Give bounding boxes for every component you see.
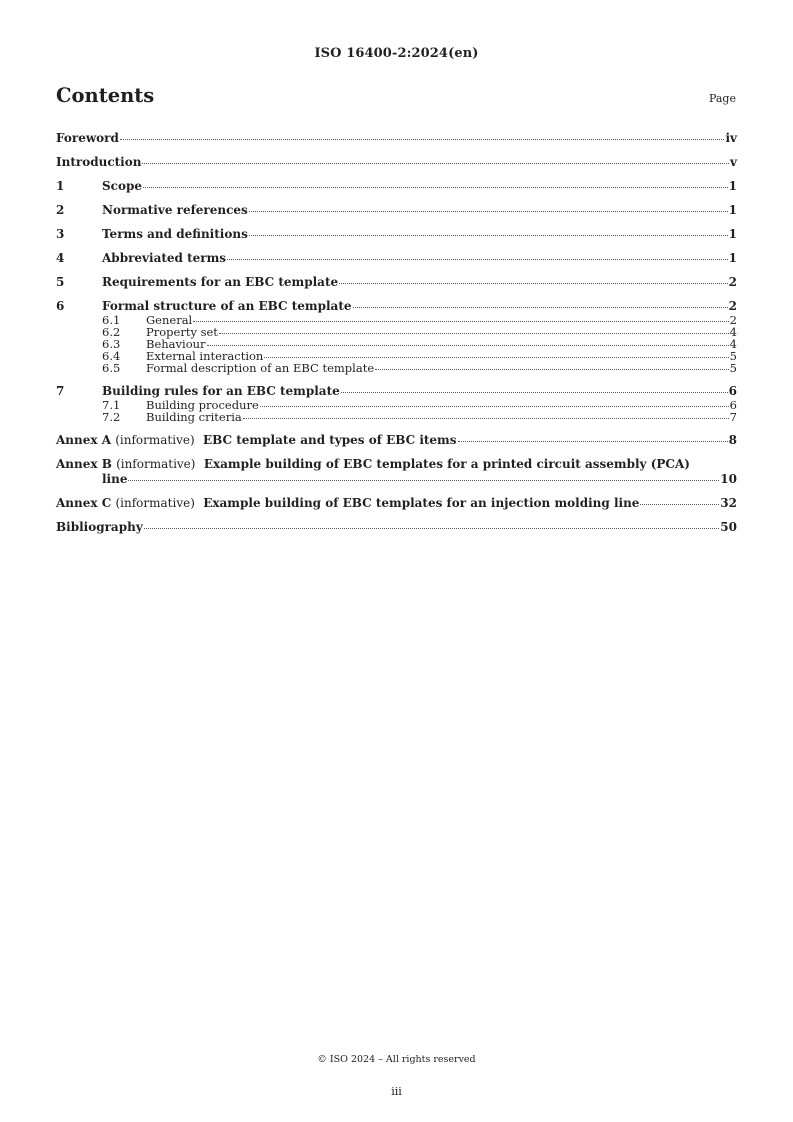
dot-leader	[144, 527, 720, 529]
toc-title: External interaction	[146, 349, 264, 363]
toc-entry-introduction[interactable]	[56, 155, 737, 170]
annex-label: Annex A	[56, 433, 112, 447]
dot-leader	[143, 186, 728, 188]
toc-num: 3	[56, 227, 65, 241]
toc-title: Behaviour	[146, 337, 206, 351]
toc-num: 7.2	[102, 410, 121, 424]
toc-num: 6.4	[102, 349, 121, 363]
toc-title: Building criteria	[146, 410, 242, 424]
toc-num: 6.1	[102, 313, 121, 327]
dot-leader	[120, 138, 725, 140]
toc-title: Terms and definitions	[102, 227, 248, 241]
toc-num: 2	[56, 203, 65, 217]
page-column-label: Page	[708, 92, 736, 105]
annex-type: (informative)	[116, 457, 196, 471]
toc-clause-5[interactable]	[56, 275, 737, 290]
toc-title-continued: line	[102, 472, 128, 486]
toc-title: EBC template and types of EBC items	[203, 433, 457, 447]
toc-title: Formal description of an EBC template	[146, 361, 375, 375]
annex-label: Annex B	[56, 457, 112, 471]
toc-title: Building procedure	[146, 398, 259, 412]
toc-num: 6.3	[102, 337, 121, 351]
toc-num: 7.1	[102, 398, 121, 412]
toc-clause-4[interactable]	[56, 251, 737, 266]
toc-num: 4	[56, 251, 65, 265]
toc-page: 1	[728, 251, 737, 265]
annex-label: Annex C	[56, 496, 112, 510]
toc-page: 2	[728, 299, 737, 313]
copyright-notice: © ISO 2024 – All rights reserved	[317, 1054, 476, 1065]
dot-leader	[249, 210, 728, 212]
toc-num: 6.2	[102, 325, 121, 339]
toc-page: 7	[729, 410, 737, 424]
toc-num: 6.5	[102, 361, 121, 375]
toc-page: iv	[725, 131, 737, 145]
dot-leader	[219, 332, 729, 334]
toc-num: 5	[56, 275, 65, 289]
toc-title: Normative references	[102, 203, 248, 217]
toc-page: 32	[720, 496, 737, 510]
toc-title: Requirements for an EBC template	[102, 275, 339, 289]
dot-leader	[193, 320, 728, 322]
toc-page: 1	[728, 179, 737, 193]
toc-clause-6[interactable]	[56, 299, 737, 314]
toc-title: Property set	[146, 325, 218, 339]
toc-title: Bibliography	[56, 520, 143, 534]
toc-page: 2	[728, 275, 737, 289]
toc-entry-bibliography[interactable]	[56, 520, 737, 535]
toc-annex-c[interactable]	[56, 496, 737, 511]
toc-annex-b[interactable]	[56, 457, 737, 487]
dot-leader	[227, 258, 728, 260]
toc-num: 1	[56, 179, 65, 193]
dot-leader	[207, 344, 729, 346]
dot-leader	[142, 162, 729, 164]
toc-num: 7	[56, 384, 65, 398]
toc-page: 6	[729, 398, 737, 412]
toc-clause-3[interactable]	[56, 227, 737, 242]
toc-title: Abbreviated terms	[102, 251, 227, 265]
annex-type: (informative)	[115, 433, 195, 447]
toc-title: Formal structure of an EBC template	[102, 299, 352, 313]
toc-title: Scope	[102, 179, 143, 193]
toc-num: 6	[56, 299, 65, 313]
toc-page: 4	[729, 325, 737, 339]
dot-leader	[260, 405, 729, 407]
toc-page: 8	[728, 433, 737, 447]
toc-page: v	[730, 155, 737, 169]
dot-leader	[264, 356, 728, 358]
toc-annex-a[interactable]	[56, 433, 737, 448]
dot-leader	[640, 503, 719, 505]
toc-entry-foreword[interactable]	[56, 131, 737, 146]
toc-title: Example building of EBC templates for an injection molding line	[203, 496, 640, 510]
contents-heading: Contents	[56, 84, 155, 107]
toc-page: 2	[729, 313, 737, 327]
toc-clause-1[interactable]	[56, 179, 737, 194]
toc-subclause-7-2[interactable]	[56, 411, 737, 423]
toc-title: Building rules for an EBC template	[102, 384, 340, 398]
toc-page: 5	[729, 361, 737, 375]
dot-leader	[243, 417, 729, 419]
toc-title: Foreword	[56, 131, 119, 145]
dot-leader	[249, 234, 728, 236]
toc-title: Example building of EBC templates for a printed circuit assembly (PCA)	[203, 457, 690, 471]
dot-leader	[128, 479, 719, 481]
dot-leader	[339, 282, 728, 284]
dot-leader	[353, 306, 728, 308]
toc-page: 5	[729, 349, 737, 363]
toc-title: Introduction	[56, 155, 142, 169]
toc-page: 1	[728, 203, 737, 217]
toc-page: 6	[728, 384, 737, 398]
toc-subclause-6-5[interactable]	[56, 362, 737, 374]
toc-clause-2[interactable]	[56, 203, 737, 218]
toc-page: 10	[720, 472, 737, 486]
table-of-contents	[56, 128, 737, 535]
annex-type: (informative)	[115, 496, 195, 510]
dot-leader	[375, 368, 729, 370]
page-number: iii	[391, 1085, 402, 1098]
dot-leader	[458, 440, 728, 442]
toc-page: 4	[729, 337, 737, 351]
toc-page: 1	[728, 227, 737, 241]
toc-clause-7[interactable]	[56, 384, 737, 399]
toc-page: 50	[720, 520, 737, 534]
toc-title: General	[146, 313, 193, 327]
document-id: ISO 16400-2:2024(en)	[314, 46, 479, 61]
dot-leader	[341, 391, 728, 393]
